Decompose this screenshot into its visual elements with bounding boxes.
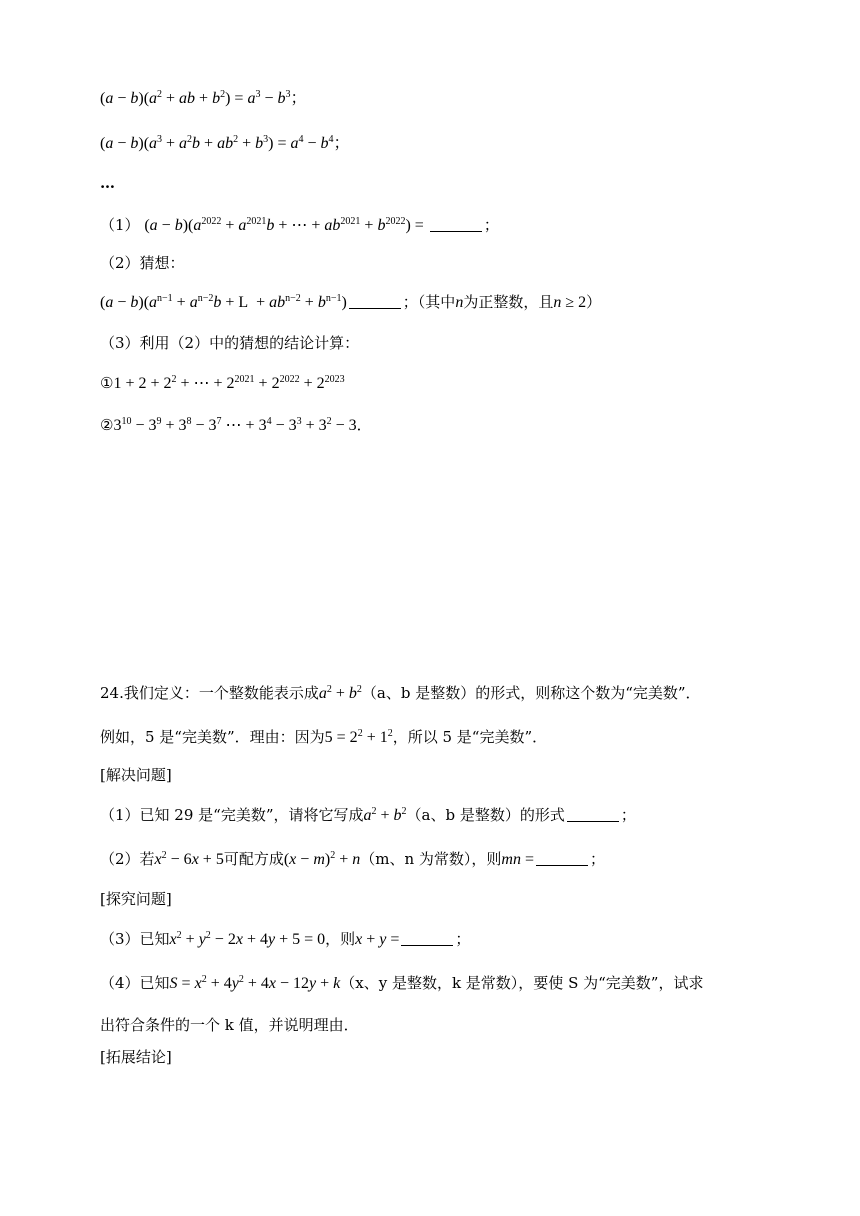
text: （a、b 是整数）的形式，则称这个数为“完美数”． bbox=[361, 684, 701, 702]
note-text: ；（其中 bbox=[402, 293, 456, 311]
answer-blank bbox=[536, 851, 588, 866]
formula-difference-of-fourth-powers: $(a - b)(a^3 + a^2b + ab^2 + b^3) = a^4 - b^4$； bbox=[100, 134, 350, 152]
math-expression: $a^2 + b^2$ bbox=[318, 684, 362, 702]
q24-part-4 bbox=[100, 972, 703, 995]
section-heading-solve: [解决问题] bbox=[100, 766, 172, 784]
calc-item-2 bbox=[100, 414, 372, 437]
text: （3）已知 bbox=[100, 930, 170, 948]
circled-number: ① bbox=[100, 374, 114, 392]
math-expression: $x^2 + y^2 - 2x + 4y + 5 = 0$ bbox=[169, 930, 326, 948]
question-part-1 bbox=[100, 214, 499, 237]
formula-punct: ； bbox=[290, 90, 307, 107]
q24-part-3 bbox=[100, 928, 470, 951]
text: （a、b 是整数）的形式 bbox=[406, 806, 565, 824]
punct: ． bbox=[356, 416, 372, 434]
question-part-2-label: （2）猜想： bbox=[100, 254, 185, 272]
question-part-3-label: （3）利用（2）中的猜想的结论计算： bbox=[100, 334, 360, 352]
q24-example bbox=[100, 726, 547, 749]
math-expression: $1 + 2 + 2^2$ + ⋯ + $2^{2021} + 2^{2022} + 2^{2023}$ bbox=[113, 374, 345, 392]
text: （m、n 为常数），则 bbox=[360, 850, 502, 868]
ellipsis: … bbox=[100, 174, 115, 192]
calc-item-1 bbox=[100, 372, 345, 395]
math-expression: $(x - m)^2 + n$ bbox=[283, 850, 361, 868]
text: （2）若 bbox=[100, 850, 155, 868]
answer-blank bbox=[349, 294, 401, 309]
math-expression: $a^2 + b^2$ bbox=[363, 806, 407, 824]
math-expression: $S = x^2 + 4y^2 + 4x - 12y + k$ bbox=[169, 974, 341, 992]
answer-blank bbox=[401, 931, 453, 946]
math-expression: $x^2 - 6x + 5$ bbox=[154, 850, 224, 868]
math-expression: $(a - b)(a^{2022} + a^{2021}b$ + ⋯ + $ab^{2021} + b^{2022}$) = bbox=[144, 216, 428, 234]
punct: ； bbox=[455, 930, 471, 948]
punct: ； bbox=[589, 850, 605, 868]
math-expression: $5 = 2^2 + 1^2$ bbox=[324, 728, 393, 746]
text: 例如，5 是“完美数”．理由：因为 bbox=[100, 728, 325, 746]
punct: ； bbox=[620, 806, 636, 824]
text: ，则 bbox=[325, 930, 356, 948]
part-label: （1） bbox=[100, 216, 140, 234]
formula-punct: ； bbox=[333, 135, 350, 152]
answer-blank bbox=[430, 217, 482, 232]
text: ，所以 5 是“完美数”． bbox=[392, 728, 548, 746]
note-text: ） bbox=[586, 293, 602, 311]
q24-part-1 bbox=[100, 804, 636, 827]
text: （4）已知 bbox=[100, 974, 170, 992]
circled-number: ② bbox=[100, 416, 114, 434]
q24-intro bbox=[100, 682, 701, 705]
text: 24.我们定义：一个整数能表示成 bbox=[100, 684, 319, 702]
section-heading-extend: [拓展结论] bbox=[100, 1048, 172, 1066]
q24-part-2: （2）若$x^2 - 6x + 5$可配方成$(x - m)^2 + n(m$、n 为常数），则mn = ； bbox=[100, 850, 605, 868]
formula-difference-of-cubes: $(a - b)(a^2$ + ab + $b^2) = a^3 - b^3$； bbox=[100, 89, 307, 107]
question-part-2-formula: $(a - b)(a^{n-1} + a^{n-2}b + L + ab^{n-2} + b^{n-1})$ ；（其中n为正整数，且n ≥ 2） bbox=[100, 293, 602, 311]
note-text: 为正整数，且 bbox=[463, 293, 554, 311]
text: （1）已知 29 是“完美数”，请将它写成 bbox=[100, 806, 364, 824]
section-heading-explore: [探究问题] bbox=[100, 890, 172, 908]
text: （x、y 是整数，k 是常数），要使 S 为“完美数”，试求 bbox=[340, 974, 704, 992]
answer-blank bbox=[567, 807, 619, 822]
punct: ； bbox=[483, 216, 499, 234]
math-expression: $3^{10} - 3^9 + 3^8 - 3^7$ ⋯ + $3^4 - 3^3 + 3^2 - 3$ bbox=[113, 416, 357, 434]
q24-part-4-cont: 出符合条件的一个 k 值，并说明理由． bbox=[100, 1016, 359, 1034]
text: 可配方成 bbox=[223, 850, 284, 868]
math-expression: $(a - b)(a^{n-1} + a^{n-2}b + L + ab^{n-2} + b^{n-1})$ bbox=[100, 293, 347, 311]
math-expression: x + y = bbox=[355, 931, 400, 948]
